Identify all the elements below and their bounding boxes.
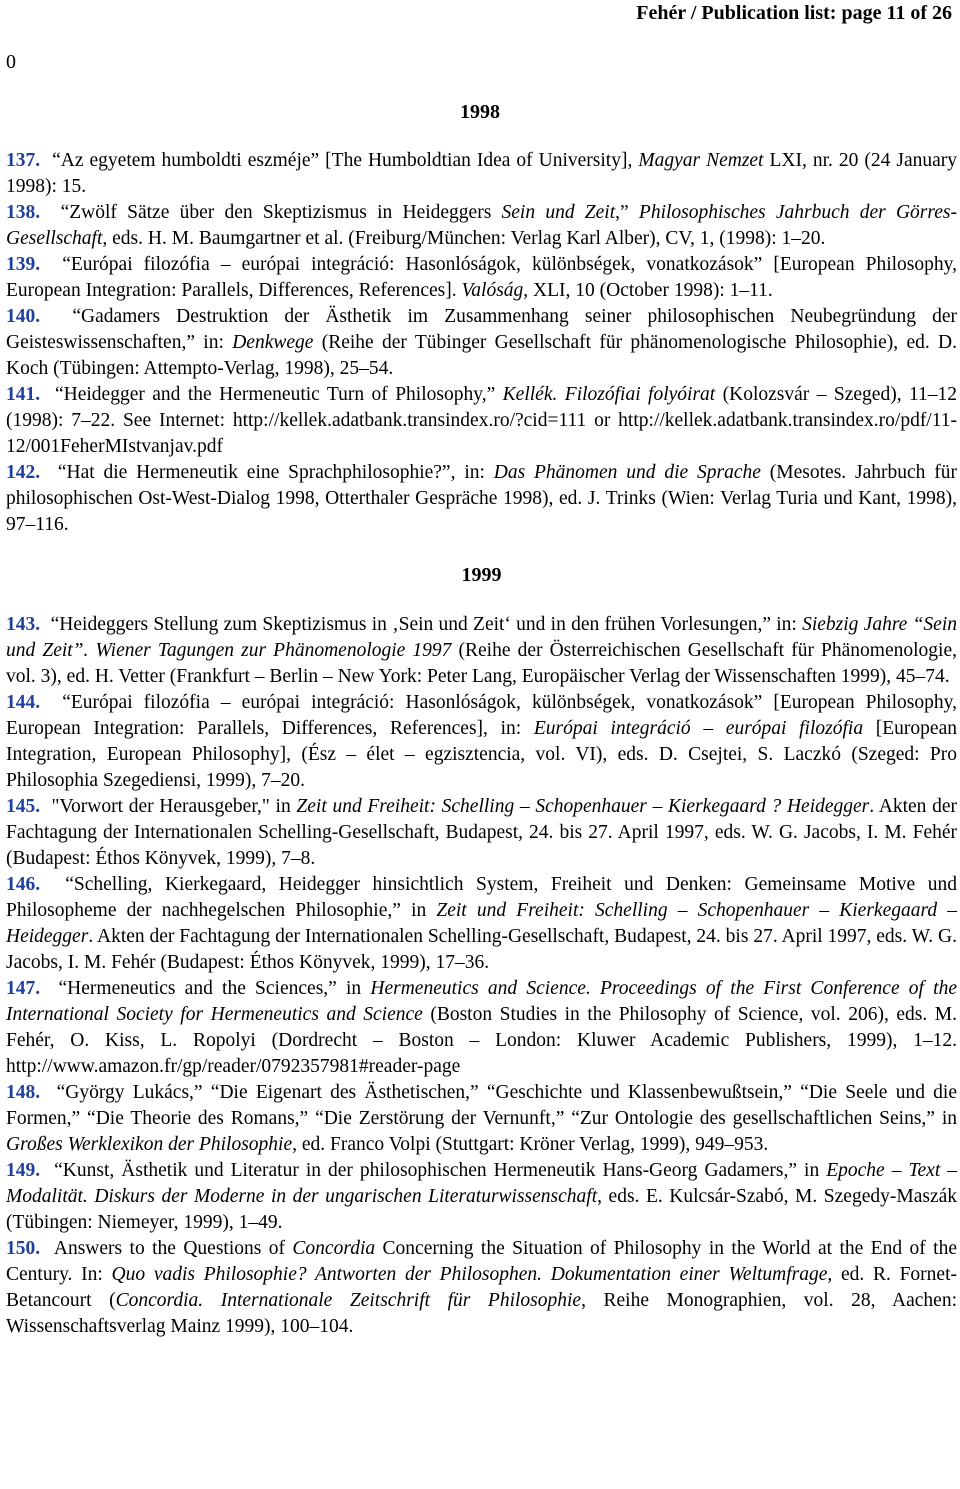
entry-text: “Európai filozófia – európai integráció: Hasonlóságok, különbségek, vonatkozások” [European Philosophy, European Integration: Parallels, Differences, References], in: [6, 692, 957, 739]
entry-italic-text: Concordia. Internationale Zeitschrift für Philosophie [115, 1290, 582, 1311]
entry-text: [European Integration, European Philosophy], (Ész – élet – egzisztencia, vol. VI), eds. D. Csejtei, S. Laczkó (Szeged: Pro Philosophia Szegediensi, 1999), 7–20. [6, 718, 957, 791]
entry-italic-text: Kellék. Filozófiai folyóirat [502, 384, 716, 405]
entry-number: 147. [6, 978, 41, 999]
entry-text: (Kolozsvár – Szeged), 11–12 (1998): 7–22. See Internet: http://kellek.adatbank.transindex.ro/?cid=111 or http://kellek.adatbank.transindex.ro/pdf/11-12/001FeherMIstvanjav.pdf [6, 384, 958, 457]
entry-number: 142. [6, 462, 41, 483]
entry-text: , ed. Franco Volpi (Stuttgart: Kröner Verlag, 1999), 949–953. [292, 1134, 769, 1155]
year-heading-1999: 1999 [461, 564, 502, 586]
publication-entry [6, 872, 957, 976]
entries-1998 [6, 148, 957, 538]
entry-text: Concerning the Situation of Philosophy in the World at the End of the Century. In: [6, 1238, 957, 1285]
entry-number: 148. [6, 1082, 41, 1103]
entry-text: “Heideggers Stellung zum Skeptizismus in ‚Sein und Zeit‘ und in den frühen Vorlesungen,” in: [50, 614, 803, 635]
publication-entry [6, 976, 957, 1080]
entry-italic-text: Zeit und Freiheit: Schelling – Schopenhauer – Kierkegaard – Heidegger [6, 900, 957, 947]
entries-1999 [6, 612, 957, 1340]
entry-italic-text: Zeit und Freiheit: Schelling – Schopenhauer – Kierkegaard ? Heidegger [296, 796, 870, 817]
entry-number: 140. [6, 306, 41, 327]
entry-text: “Hermeneutics and the Sciences,” in [58, 978, 371, 999]
publication-entry [6, 1236, 957, 1340]
publication-entry [6, 690, 957, 794]
entry-text: (Mesotes. Jahrbuch für philosophischen Ost-West-Dialog 1998, Otterthaler Gespräche 1998), ed. J. Trinks (Wien: Verlag Turia und Kant, 1998), 97–116. [6, 462, 957, 535]
entry-italic-text: Európai integráció – európai filozófia [533, 718, 864, 739]
entry-italic-text: Philosophisches Jahrbuch der Görres-Gesellschaft [6, 202, 958, 249]
entry-text: Answers to the Questions of [53, 1238, 293, 1259]
entry-number: 139. [6, 254, 41, 275]
entry-italic-text: Denkwege [232, 332, 314, 353]
entry-number: 138. [6, 202, 41, 223]
entry-text: , ed. R. Fornet-Betancourt ( [6, 1264, 957, 1311]
entry-text: , eds. H. M. Baumgartner et al. (Freiburg/München: Verlag Karl Alber), CV, 1, (1998): 1–20. [102, 228, 826, 249]
entry-text: “Heidegger and the Hermeneutic Turn of Philosophy,” [54, 384, 503, 405]
publication-entry [6, 794, 957, 872]
entry-italic-text: Hermeneutics and Science. Proceedings of the First Conference of the International Society for Hermeneutics and Science [6, 978, 957, 1025]
entry-text: , Reihe Monographien, vol. 28, Aachen: Wissenschaftsverlag Mainz 1999), 100–104. [6, 1290, 957, 1337]
entry-italic-text: Concordia [292, 1238, 376, 1259]
year-heading-1998: 1998 [460, 101, 500, 123]
entry-number: 149. [6, 1160, 41, 1181]
page-marker: 0 [6, 51, 16, 73]
publication-entry [6, 304, 957, 382]
publication-list [6, 148, 957, 1340]
entry-text: LXI, nr. 20 (24 January 1998): 15. [6, 150, 957, 197]
entry-text: (Reihe der Tübinger Gesellschaft für phänomenologische Philosophie), ed. D. Koch (Tübingen: Attempto-Verlag, 1998), 25–54. [6, 332, 957, 379]
entry-italic-text: Das Phänomen und die Sprache [493, 462, 761, 483]
entry-text: , XLI, 10 (October 1998): 1–11. [523, 280, 773, 301]
entry-number: 143. [6, 614, 41, 635]
entry-italic-text: Magyar Nemzet [638, 150, 764, 171]
entry-text: “Schelling, Kierkegaard, Heidegger hinsichtlich System, Freiheit und Denken: Gemeinsame Motive und Philosopheme der nachhegelschen Philosophie,” in [6, 874, 957, 921]
entry-text: “Hat die Hermeneutik eine Sprachphilosophie?”, in: [57, 462, 494, 483]
running-header: Fehér / Publication list: page 11 of 26 [636, 2, 952, 24]
publication-entry [6, 1158, 957, 1236]
publication-entry [6, 612, 957, 690]
entry-number: 146. [6, 874, 41, 895]
entry-text: (Reihe der Österreichischen Gesellschaft für Phänomenologie, vol. 3), ed. H. Vetter (Frankfurt – Berlin – New York: Peter Lang, Europäischer Verlag der Wissenschaften 1999), 45–74. [6, 640, 957, 687]
entry-text: . Akten der Fachtagung der Internationalen Schelling-Gesellschaft, Budapest, 24. bis 27. April 1997, eds. W. G. Jacobs, I. M. Fehér (Budapest: Éthos Könyvek, 1999), 17–36. [6, 926, 957, 973]
entry-italic-text: Epoche – Text – Modalität. Diskurs der Moderne in der ungarischen Literaturwissenschaft [6, 1160, 957, 1207]
entry-text: (Boston Studies in the Philosophy of Science, vol. 206), eds. M. Fehér, O. Kiss, L. Ropolyi (Dordrecht – Boston – London: Kluwer Academic Publishers, 1999), 1–12. http://www.amazon.fr/gp/reader/0792357981#reader-page [6, 1004, 957, 1077]
entry-number: 144. [6, 692, 41, 713]
entry-text: “Kunst, Ästhetik und Literatur in der philosophischen Hermeneutik Hans-Georg Gadamers,” in [54, 1160, 827, 1181]
entry-number: 141. [6, 384, 41, 405]
entry-number: 150. [6, 1238, 41, 1259]
entry-italic-text: Sein und Zeit [501, 202, 616, 223]
entry-text: "Vorwort der Herausgeber," in [51, 796, 297, 817]
entry-italic-text: Großes Werklexikon der Philosophie [6, 1134, 293, 1155]
entry-text: “Zwölf Sätze über den Skeptizismus in Heideggers [60, 202, 502, 223]
publication-entry [6, 1080, 957, 1158]
entry-text: “Európai filozófia – európai integráció: Hasonlóságok, különbségek, vonatkozások” [European Philosophy, European Integration: Parallels, Differences, References]. [6, 254, 957, 301]
entry-text: “Az egyetem humboldti eszméje” [The Humboldtian Idea of University], [52, 150, 639, 171]
entry-text: ,” [615, 202, 639, 223]
entry-text: , eds. E. Kulcsár-Szabó, M. Szegedy-Maszák (Tübingen: Niemeyer, 1999), 1–49. [6, 1186, 957, 1233]
entry-text: “Gadamers Destruktion der Ästhetik im Zusammenhang seiner philosophischen Neubegründung der Geisteswissenschaften,” in: [6, 306, 958, 353]
entry-number: 137. [6, 150, 41, 171]
entry-italic-text: Valóság [461, 280, 524, 301]
entry-number: 145. [6, 796, 41, 817]
entry-text: “György Lukács,” “Die Eigenart des Ästhetischen,” “Geschichte und Klassenbewußtsein,” “Die Seele und die Formen,” “Die Theorie des Romans,” “Die Zerstörung der Vernunft,” “Zur Ontologie des gesellschaftlichen Seins,” in [6, 1082, 958, 1129]
publication-entry [6, 252, 957, 304]
publication-entry [6, 200, 957, 252]
entry-italic-text: Quo vadis Philosophie? Antworten der Philosophen. Dokumentation einer Weltumfrage [111, 1264, 828, 1285]
publication-entry [6, 460, 957, 538]
publication-entry [6, 382, 957, 460]
entry-italic-text: Siebzig Jahre “Sein und Zeit”. Wiener Tagungen zur Phänomenologie 1997 [6, 614, 958, 661]
publication-entry [6, 148, 957, 200]
entry-text: . Akten der Fachtagung der Internationalen Schelling-Gesellschaft, Budapest, 24. bis 27. April 1997, eds. W. G. Jacobs, I. M. Fehér (Budapest: Éthos Könyvek, 1999), 7–8. [6, 796, 958, 869]
